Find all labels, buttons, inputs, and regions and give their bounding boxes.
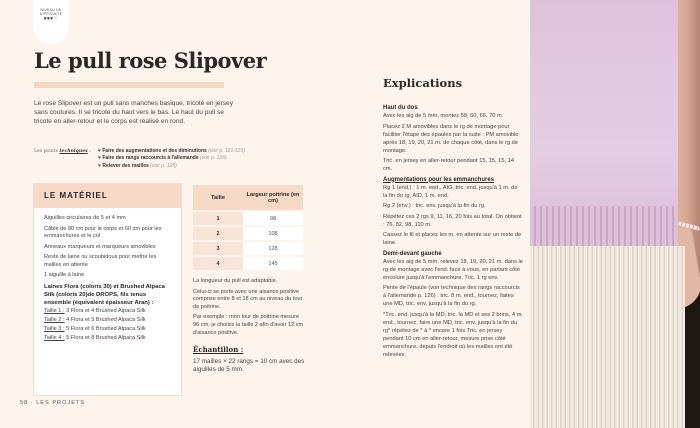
- size-notes: [193, 278, 305, 375]
- cell-taille: 4: [193, 257, 243, 270]
- explications-title: Explications: [383, 76, 463, 90]
- table-row: [193, 227, 303, 240]
- materiel-box: [33, 183, 182, 396]
- heart-icon: ♥: [98, 148, 103, 154]
- header-largeur: Largeur poitrine (en cm): [243, 185, 303, 210]
- materiel-item: Aiguilles circulaires de 5 et 4 mm: [44, 215, 126, 221]
- table-row: [193, 257, 303, 270]
- header-taille: Taille: [193, 185, 243, 210]
- section-paragraph: Avec les aig de 5 mm, relevez 18, 19, 20, 21 m. dans le rg de montage avec l'end. face à vous, en partant côté encolure jusqu'à l'emmanchure. Tric. 1 rg env.: [383, 258, 523, 281]
- materiel-body: [34, 208, 181, 351]
- technique-text: Faire des augmentations et des diminutions: [102, 148, 207, 154]
- technique-ref: (voir p. 121-123): [208, 148, 245, 154]
- technique-item: [98, 148, 298, 155]
- section-paragraph: Répétez ces 2 rgs 9, 11, 16, 20 fois au total. On obtient : 76, 82, 98, 110 m.: [383, 213, 522, 228]
- size-label: Taille 2 :: [44, 316, 65, 323]
- cell-largeur: 145: [243, 257, 303, 270]
- section-heading: Augmentations pour les emmanchures: [383, 176, 495, 183]
- section-paragraph: Pente de l'épaule (voir technique des rangs raccourcis à l'allemande p. 126) : tric. 8 m. end., tournez, faites une MD, tric. env. jusqu'à la fin du rg.: [383, 285, 520, 307]
- section-paragraph: Cassez le fil et placez les m. en attente sur un reste de laine.: [383, 232, 522, 246]
- table-row: [193, 242, 303, 255]
- size-label: Taille 1 :: [44, 307, 65, 314]
- size-text: 5 Flora et 8 Brushed Alpaca Silk: [64, 334, 146, 341]
- materiel-item: Câble de 80 cm pour le corps et 60 cm pour les emmanchures et le col: [44, 225, 162, 239]
- section-paragraph: Placez 2 M amovibles dans le rg de montage pour faciliter l'étape des épaules par la suite : PM amovible après 18, 19, 20, 21 m. de chaque côté, dans le rg de montage.: [383, 123, 519, 154]
- explications-body: [383, 102, 523, 361]
- note: La longueur du pull est adaptable.: [193, 278, 278, 284]
- techniques-label-suffix: :: [87, 149, 91, 154]
- cell-taille: 2: [193, 227, 243, 240]
- section-paragraph: Avec les aig de 5 mm, montez 58, 60, 66, 70 m.: [383, 113, 504, 119]
- materiel-item: Reste de laine ou scoubidous pour mettre les mailles en attente: [44, 254, 157, 268]
- page-footer: 58 · LES PROJETS: [20, 400, 86, 406]
- size-text: 5 Flora et 6 Brushed Alpaca Silk: [64, 325, 146, 332]
- cell-largeur: 98: [243, 212, 303, 225]
- technique-text: Relever des mailles: [102, 162, 149, 169]
- size-label: Taille 3 :: [44, 325, 65, 332]
- materiel-item: 1 aiguille à laine: [44, 272, 85, 279]
- techniques-label-prefix: Les points: [34, 149, 58, 154]
- techniques: [34, 148, 298, 170]
- section-paragraph: Rg 2 (env.) : tric. env. jusqu'à la fin du rg.: [383, 203, 486, 209]
- difficulty-hearts-icon: ♥♥♥♡: [43, 16, 59, 23]
- materiel-size-item: [44, 317, 171, 324]
- section-paragraph: Rg 1 (end.) : 1 m. end., AIG, tric. end. jusqu'à 1 m. de la fin du rg, AID, 1 m. end.: [383, 184, 518, 199]
- title-bold: Slipover: [173, 48, 267, 73]
- technique-item: [98, 155, 298, 162]
- materiel-item: Anneaux marqueurs et marqueurs amovibles: [44, 243, 156, 250]
- size-text: 4 Flora et 5 Brushed Alpaca Silk: [64, 316, 146, 323]
- cell-largeur: 128: [243, 242, 303, 255]
- technique-ref: (voir p. 125): [150, 162, 177, 169]
- section-paragraph: *Tric. end. jusqu'à la MD, tric. la MD et ses 2 brins, 4 m. end., tournez, faire une MD, tric. env. jusqu'à la fin du rg* répétez de * à * encore 1 fois.Tric. en jersey pendant 10 cm en aller-retour, mesure prise côté emmanchure, depuis l'endroit où les mailles ont été relevées.: [383, 311, 523, 358]
- cell-taille: 3: [193, 242, 243, 255]
- intro-paragraph: Le rose Slipover est un pull sans manches basique, tricoté en jersey sans coutures. Il se tricote du haut vers le bas. Le haut du pull se tricote en aller-retour et le corps est réalisé en rond.: [34, 100, 234, 125]
- materiel-yarn: Laines Flora (coloris 30) et Brushed Alpaca Silk (coloris 20)de DROPS, fils tenus ensemble (équivalent épaisseur Aran) :: [44, 283, 165, 306]
- difficulty-badge: [33, 0, 69, 44]
- photo-knitted-sweater: [530, 0, 700, 428]
- title-underline-bar: [34, 82, 224, 88]
- table-row: [193, 212, 303, 225]
- technique-text: Faire des rangs raccourcis à l'allemande: [102, 155, 199, 162]
- section-heading: Haut du dos: [383, 105, 418, 111]
- section-paragraph: Tric. en jersey en aller-retour pendant 15, 15, 15, 14 cm.: [383, 158, 514, 172]
- title-regular: Le pull rose: [34, 48, 167, 73]
- materiel-size-item: [44, 308, 171, 315]
- size-text: 3 Flora et 4 Brushed Alpaca Silk: [64, 307, 146, 314]
- photo-corduroy-skirt: [530, 246, 685, 428]
- techniques-label-em: techniques: [59, 149, 88, 154]
- section-heading: Demi-devant gauche: [383, 250, 442, 257]
- cell-taille: 1: [193, 212, 243, 225]
- difficulty-label: NIVEAU DE: [40, 8, 62, 12]
- echantillon-text: 17 mailles × 22 rangs = 10 cm avec des aiguilles de 5 mm.: [193, 357, 305, 374]
- materiel-title: LE MATÉRIEL: [34, 184, 181, 208]
- note: Par exemple : mon tour de poitrine mesure 96 cm, je choisis la taille 2 afin d'avoir 12 cm d'aisance positive.: [193, 314, 304, 336]
- echantillon-title: Échantillon :: [193, 345, 244, 355]
- size-table: [193, 183, 303, 272]
- table-header-row: [193, 185, 303, 210]
- heart-icon: ♥: [98, 162, 103, 169]
- techniques-list: [98, 148, 298, 170]
- techniques-label: [34, 148, 91, 155]
- technique-item: [98, 163, 298, 170]
- note: Celui-ci se porte avec une aisance positive comprise entre 8 et 18 cm au niveau du tour de poitrine.: [193, 288, 303, 310]
- size-label: Taille 4 :: [44, 334, 65, 341]
- cell-largeur: 108: [243, 227, 303, 240]
- photo-sweater-rib: [530, 206, 678, 248]
- materiel-size-item: [44, 326, 171, 333]
- materiel-size-item: [44, 335, 171, 342]
- technique-ref: (voir p. 126): [200, 155, 227, 162]
- heart-icon: ♥: [98, 155, 103, 162]
- page-title: [34, 48, 266, 73]
- difficulty-label: DIFFICULTÉ: [39, 12, 63, 17]
